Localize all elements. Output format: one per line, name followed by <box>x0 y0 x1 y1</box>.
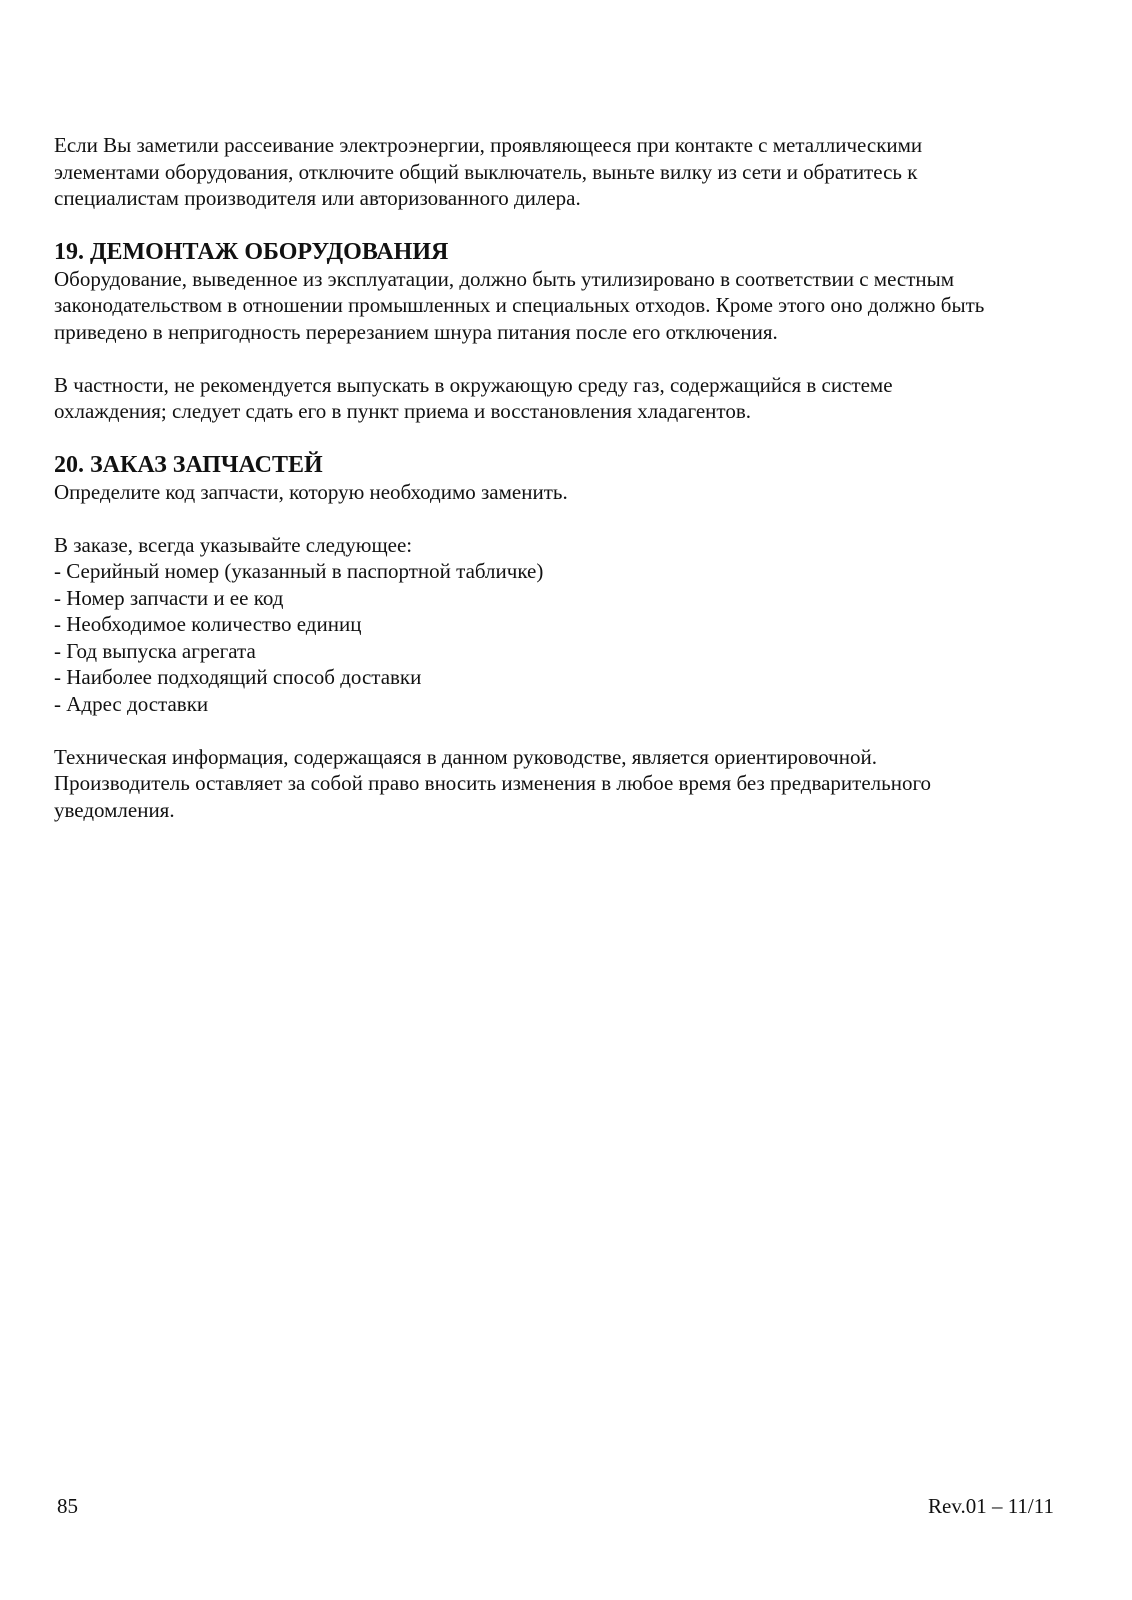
list-item: - Адрес доставки <box>54 691 209 716</box>
spacer <box>54 505 1084 532</box>
list-item: - Год выпуска агрегата <box>54 638 256 663</box>
intro-paragraph: Если Вы заметили рассеивание электроэнергии, проявляющееся при контакте с металлическими элементами оборудования, отключите общий выключатель, выньте вилку из сети и обратитесь к специалистам производителя или авторизованного дилера. <box>54 133 923 210</box>
list-item: - Серийный номер (указанный в паспортной табличке) <box>54 559 544 583</box>
section-20-heading: 20. ЗАКАЗ ЗАПЧАСТЕЙ <box>54 451 323 478</box>
page-number: 85 <box>57 1494 78 1518</box>
revision-label: Rev.01 – 11/11 <box>928 1494 1054 1518</box>
list-item: - Номер запчасти и ее код <box>54 585 284 610</box>
document-page <box>54 132 1084 823</box>
section-19-paragraph-2: В частности, не рекомендуется выпускать в окружающую среду газ, содержащийся в системе охлаждения; следует сдать его в пункт приема и восстановления хладагентов. <box>54 372 893 423</box>
disclaimer-paragraph: Техническая информация, содержащаяся в данном руководстве, является ориентировочной. Производитель оставляет за собой право вносить изменения в любое время без предварительного уведомления. <box>54 744 932 822</box>
list-item: - Наиболее подходящий способ доставки <box>54 665 422 689</box>
section-20-paragraph-1: Определите код запчасти, которую необходимо заменить. <box>54 479 568 504</box>
spacer <box>54 345 1084 372</box>
spacer <box>54 717 1084 744</box>
section-19-paragraph-1: Оборудование, выведенное из эксплуатации, должно быть утилизировано в соответствии с местным законодательством в отношении промышленных и специальных отходов. Кроме этого оно должно быть приведено в непригодность перерезанием шнура питания после его отключения. <box>54 266 985 344</box>
list-item: - Необходимое количество единиц <box>54 612 362 636</box>
order-list-intro: В заказе, всегда указывайте следующее: <box>54 532 413 557</box>
section-19-heading: 19. ДЕМОНТАЖ ОБОРУДОВАНИЯ <box>54 238 449 265</box>
order-requirements-list <box>54 558 1084 717</box>
